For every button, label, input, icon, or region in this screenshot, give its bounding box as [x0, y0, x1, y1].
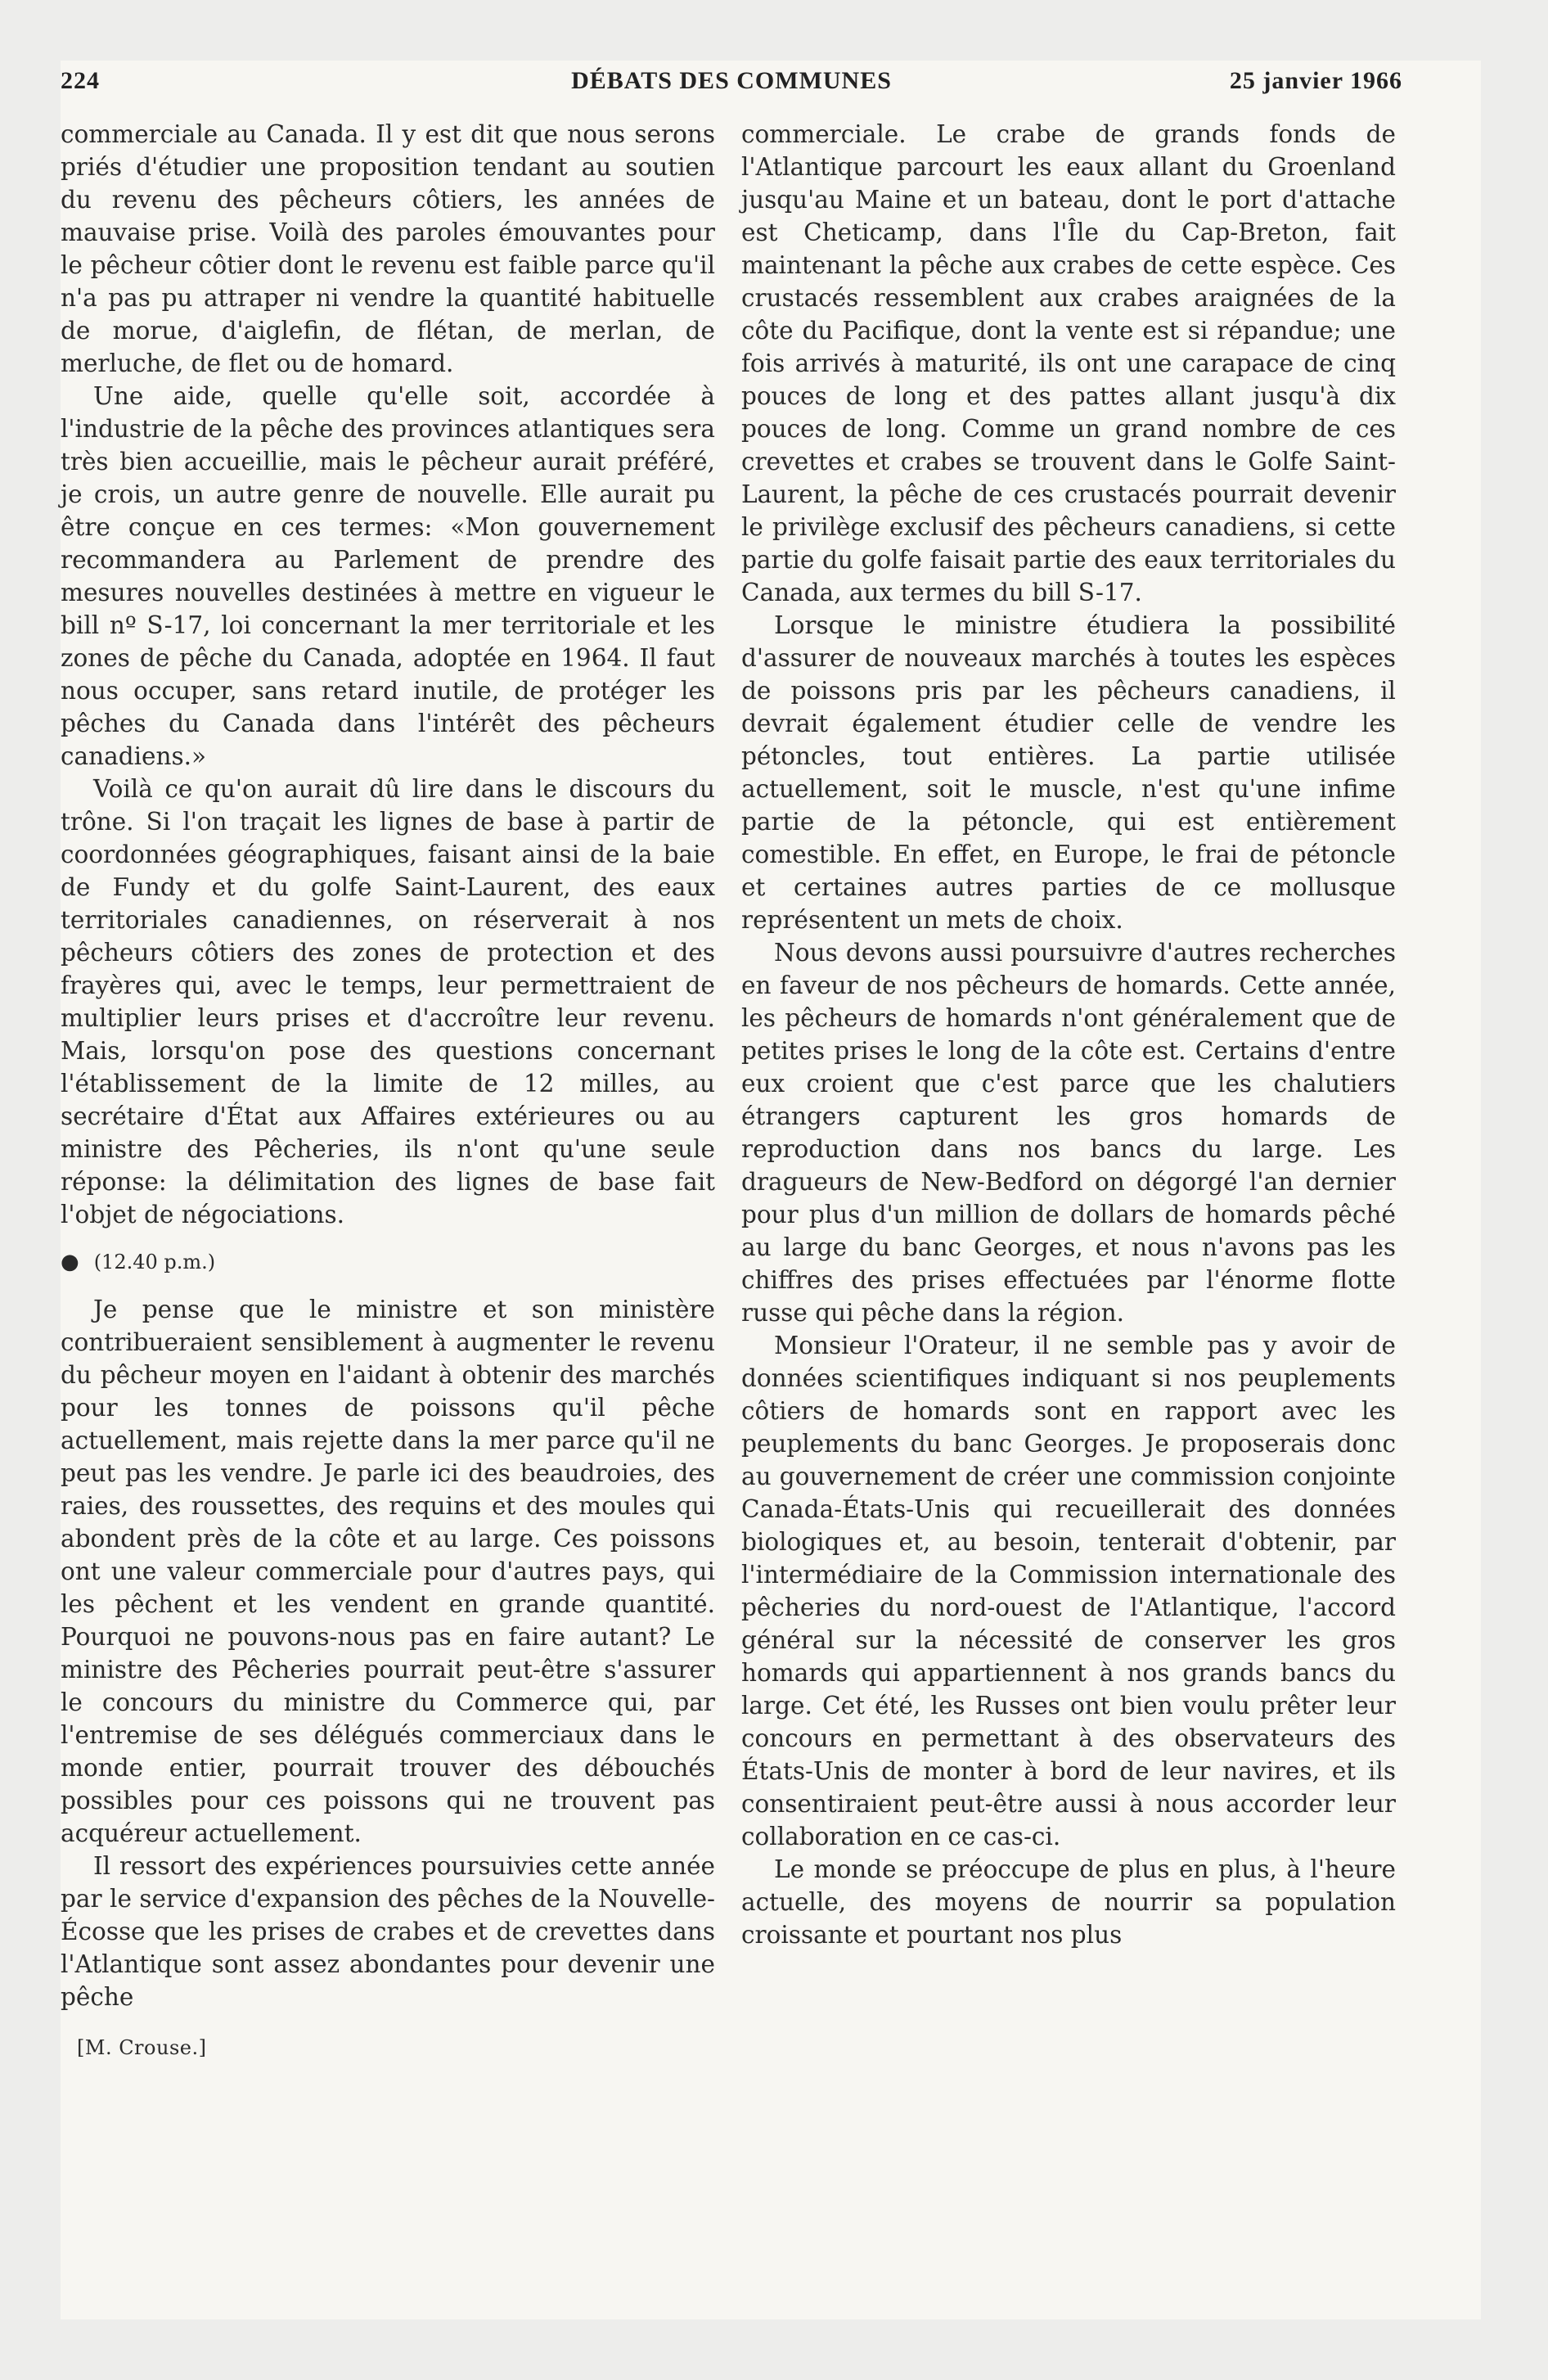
paragraph: Nous devons aussi poursuivre d'autres recherches en faveur de nos pêcheurs de homards. Cette année, les pêcheurs de homards n'ont généralement que de petites prises le long de la côte est. Certains d'entre eux croient que c'est parce que les chalutiers étrangers capturent les gros homards de reproduction dans nos bancs du large. Les dragueurs de New-Bedford on dégorgé l'an dernier pour plus d'un million de dollars de homards pêché au large du banc Georges, et nous n'avons pas les chiffres des prises effectuées par l'énorme flotte russe qui pêche dans la région.	[741, 939, 1396, 1327]
running-title: DÉBATS DES COMMUNES	[571, 67, 892, 94]
paragraph: Voilà ce qu'on aurait dû lire dans le discours du trône. Si l'on traçait les lignes de base à partir de coordonnées géographiques, faisant ainsi de la baie de Fundy et du golfe Saint-Laurent, des eaux territoriales canadiennes, on réserverait à nos pêcheurs côtiers des zones de protection et des frayères qui, avec le temps, leur permettraient de multiplier leurs prises et d'accroître leur revenu. Mais, lorsqu'on pose des questions concernant l'établissement de la limite de 12 milles, au secrétaire d'État aux Affaires extérieures ou au ministre des Pêcheries, ils n'ont qu'une seule réponse: la délimitation des lignes de base fait l'objet de négociations.	[61, 775, 715, 1228]
paragraph: Il ressort des expériences poursuivies cette année par le service d'expansion des pêches de la Nouvelle-Écosse que les prises de crabes et de crevettes dans l'Atlantique sont assez abondantes pour devenir une pêche	[61, 1852, 715, 2011]
page-number: 224	[61, 67, 100, 94]
paragraph: Je pense que le ministre et son ministère contribueraient sensiblement à augmenter le revenu du pêcheur moyen en l'aidant à obtenir des marchés pour les tonnes de poissons qu'il pêche actuellement, mais rejette dans la mer parce qu'il ne peut pas les vendre. Je parle ici des beaudroies, des raies, des roussettes, des requins et des moules qui abondent près de la côte et au large. Ces poissons ont une valeur commerciale pour d'autres pays, qui les pêchent et les vendent en grande quantité. Pourquoi ne pouvons-nous pas en faire autant? Le ministre des Pêcheries pourrait peut-être s'assurer le concours du ministre du Commerce qui, par l'entremise de ses délégués commerciaux dans le monde entier, pourrait trouver des débouchés possibles pour ces poissons qui ne trouvent pas acquéreur actuellement.	[61, 1296, 715, 1847]
paragraph: Une aide, quelle qu'elle soit, accordée à l'industrie de la pêche des provinces atlantiques sera très bien accueillie, mais le pêcheur aurait préféré, je crois, un autre genre de nouvelle. Elle aurait pu être conçue en ces termes: «Mon gouvernement recommandera au Parlement de prendre des mesures nouvelles destinées à mettre en vigueur le bill nº S-17, loi concernant la mer territoriale et les zones de pêche du Canada, adoptée en 1964. Il faut nous occuper, sans retard inutile, de protéger les pêches du Canada dans l'intérêt des pêcheurs canadiens.»	[61, 382, 715, 770]
paragraph: Monsieur l'Orateur, il ne semble pas y avoir de données scientifiques indiquant si nos peuplements côtiers de homards sont en rapport avec les peuplements du banc Georges. Je proposerais donc au gouvernement de créer une commission conjointe Canada-États-Unis qui recueillerait des données biologiques et, au besoin, tenterait d'obtenir, par l'intermédiaire de la Commission internationale des pêcheries du nord-ouest de l'Atlantique, l'accord général sur la nécessité de conserver les gros homards qui appartiennent à nos grands bancs du large. Cet été, les Russes ont bien voulu prêter leur concours en permettant à des observateurs des États-Unis de monter à bord de leur navires, et ils consentiraient peut-être aussi à nous accorder leur collaboration en ce cas-ci.	[741, 1332, 1396, 1850]
left-column	[61, 118, 715, 2064]
timestamp-text: (12.40 p.m.)	[93, 1251, 216, 1273]
paragraph: Le monde se préoccupe de plus en plus, à l'heure actuelle, des moyens de nourrir sa population croissante et pourtant nos plus	[741, 1855, 1396, 1949]
page-header	[61, 67, 1402, 116]
paragraph: Lorsque le ministre étudiera la possibilité d'assurer de nouveaux marchés à toutes les espèces de poissons pris par les pêcheurs canadiens, il devrait également étudier celle de vendre les pétoncles, tout entières. La partie utilisée actuellement, soit le muscle, n'est qu'une infime partie de la pétoncle, qui est entièrement comestible. En effet, en Europe, le frai de pétoncle et certaines autres parties de ce mollusque représentent un mets de choix.	[741, 611, 1396, 934]
paragraph: commerciale. Le crabe de grands fonds de l'Atlantique parcourt les eaux allant du Groenland jusqu'au Maine et un bateau, dont le port d'attache est Cheticamp, dans l'Île du Cap-Breton, fait maintenant la pêche aux crabes de cette espèce. Ces crustacés ressemblent aux crabes araignées de la côte du Pacifique, dont la vente est si répandue; une fois arrivés à maturité, ils ont une carapace de cinq pouces de long et des pattes allant jusqu'à dix pouces de long. Comme un grand nombre de ces crevettes et crabes se trouvent dans le Golfe Saint-Laurent, la pêche de ces crustacés pourrait devenir le privilège exclusif des pêcheurs canadiens, si cette partie du golfe faisait partie des eaux territoriales du Canada, aux termes du bill S-17.	[741, 120, 1396, 606]
page-date: 25 janvier 1966	[1229, 67, 1402, 94]
right-column	[741, 118, 1396, 1951]
paragraph: commerciale au Canada. Il y est dit que nous serons priés d'étudier une proposition tendant au soutien du revenu des pêcheurs côtiers, les années de mauvaise prise. Voilà des paroles émouvantes pour le pêcheur côtier dont le revenu est faible parce qu'il n'a pas pu attraper ni vendre la quantité habituelle de morue, d'aiglefin, de flétan, de merlan, de merluche, de flet ou de homard.	[61, 120, 715, 377]
speaker-attribution: [M. Crouse.]	[77, 2036, 207, 2059]
bullet-icon: ●	[61, 1250, 79, 1274]
timestamp	[61, 1246, 715, 1278]
